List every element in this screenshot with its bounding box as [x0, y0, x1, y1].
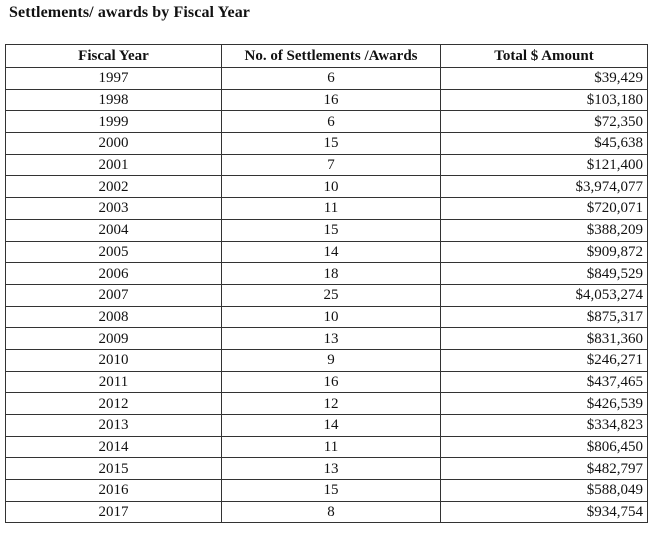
fiscal-year-cell: 2010: [6, 349, 222, 371]
total-amount-cell: $588,049: [441, 480, 648, 502]
total-amount-cell: $426,539: [441, 393, 648, 415]
fiscal-year-cell: 2006: [6, 263, 222, 285]
table-row: [6, 219, 648, 241]
settlement-count-cell: 11: [222, 436, 441, 458]
settlement-count-cell: 13: [222, 458, 441, 480]
header-settlement-count: No. of Settlements /Awards: [222, 45, 441, 68]
table-row: [6, 393, 648, 415]
settlement-count-cell: 16: [222, 371, 441, 393]
table-row: [6, 176, 648, 198]
fiscal-year-cell: 2013: [6, 415, 222, 437]
page-title: Settlements/ awards by Fiscal Year: [9, 4, 250, 21]
table-row: [6, 263, 648, 285]
table-row: [6, 198, 648, 220]
table-row: [6, 480, 648, 502]
total-amount-cell: $388,209: [441, 219, 648, 241]
total-amount-cell: $39,429: [441, 68, 648, 90]
settlement-count-cell: 10: [222, 176, 441, 198]
table-row: [6, 241, 648, 263]
total-amount-cell: $849,529: [441, 263, 648, 285]
settlements-table: [5, 44, 648, 523]
settlement-count-cell: 12: [222, 393, 441, 415]
fiscal-year-cell: 2009: [6, 328, 222, 350]
total-amount-cell: $103,180: [441, 89, 648, 111]
table-row: [6, 436, 648, 458]
header-total-amount: Total $ Amount: [441, 45, 648, 68]
fiscal-year-cell: 2001: [6, 154, 222, 176]
total-amount-cell: $482,797: [441, 458, 648, 480]
total-amount-cell: $831,360: [441, 328, 648, 350]
table-row: [6, 501, 648, 523]
table-row: [6, 349, 648, 371]
settlement-count-cell: 7: [222, 154, 441, 176]
total-amount-cell: $934,754: [441, 501, 648, 523]
fiscal-year-cell: 2005: [6, 241, 222, 263]
table-row: [6, 306, 648, 328]
total-amount-cell: $437,465: [441, 371, 648, 393]
settlement-count-cell: 16: [222, 89, 441, 111]
table-row: [6, 68, 648, 90]
settlement-count-cell: 14: [222, 241, 441, 263]
fiscal-year-cell: 2000: [6, 133, 222, 155]
settlement-count-cell: 13: [222, 328, 441, 350]
fiscal-year-cell: 2011: [6, 371, 222, 393]
total-amount-cell: $72,350: [441, 111, 648, 133]
total-amount-cell: $334,823: [441, 415, 648, 437]
settlement-count-cell: 10: [222, 306, 441, 328]
settlement-count-cell: 6: [222, 111, 441, 133]
fiscal-year-cell: 2016: [6, 480, 222, 502]
settlement-count-cell: 14: [222, 415, 441, 437]
settlement-count-cell: 11: [222, 198, 441, 220]
settlement-count-cell: 18: [222, 263, 441, 285]
fiscal-year-cell: 1997: [6, 68, 222, 90]
table-body: [6, 68, 648, 523]
fiscal-year-cell: 2007: [6, 284, 222, 306]
table-row: [6, 328, 648, 350]
table-row: [6, 284, 648, 306]
settlement-count-cell: 8: [222, 501, 441, 523]
settlement-count-cell: 15: [222, 133, 441, 155]
total-amount-cell: $4,053,274: [441, 284, 648, 306]
header-fiscal-year: Fiscal Year: [6, 45, 222, 68]
table-row: [6, 371, 648, 393]
table-row: [6, 111, 648, 133]
fiscal-year-cell: 2004: [6, 219, 222, 241]
total-amount-cell: $121,400: [441, 154, 648, 176]
fiscal-year-cell: 2012: [6, 393, 222, 415]
total-amount-cell: $875,317: [441, 306, 648, 328]
fiscal-year-cell: 2008: [6, 306, 222, 328]
table-row: [6, 415, 648, 437]
table-row: [6, 154, 648, 176]
fiscal-year-cell: 1998: [6, 89, 222, 111]
fiscal-year-cell: 2014: [6, 436, 222, 458]
settlement-count-cell: 15: [222, 219, 441, 241]
settlement-count-cell: 9: [222, 349, 441, 371]
total-amount-cell: $45,638: [441, 133, 648, 155]
settlement-count-cell: 15: [222, 480, 441, 502]
settlement-count-cell: 6: [222, 68, 441, 90]
fiscal-year-cell: 2015: [6, 458, 222, 480]
table-row: [6, 133, 648, 155]
total-amount-cell: $246,271: [441, 349, 648, 371]
total-amount-cell: $3,974,077: [441, 176, 648, 198]
fiscal-year-cell: 2003: [6, 198, 222, 220]
settlement-count-cell: 25: [222, 284, 441, 306]
fiscal-year-cell: 2017: [6, 501, 222, 523]
table-row: [6, 89, 648, 111]
total-amount-cell: $909,872: [441, 241, 648, 263]
fiscal-year-cell: 1999: [6, 111, 222, 133]
fiscal-year-cell: 2002: [6, 176, 222, 198]
table-header-row: [6, 45, 648, 68]
total-amount-cell: $806,450: [441, 436, 648, 458]
table-row: [6, 458, 648, 480]
total-amount-cell: $720,071: [441, 198, 648, 220]
